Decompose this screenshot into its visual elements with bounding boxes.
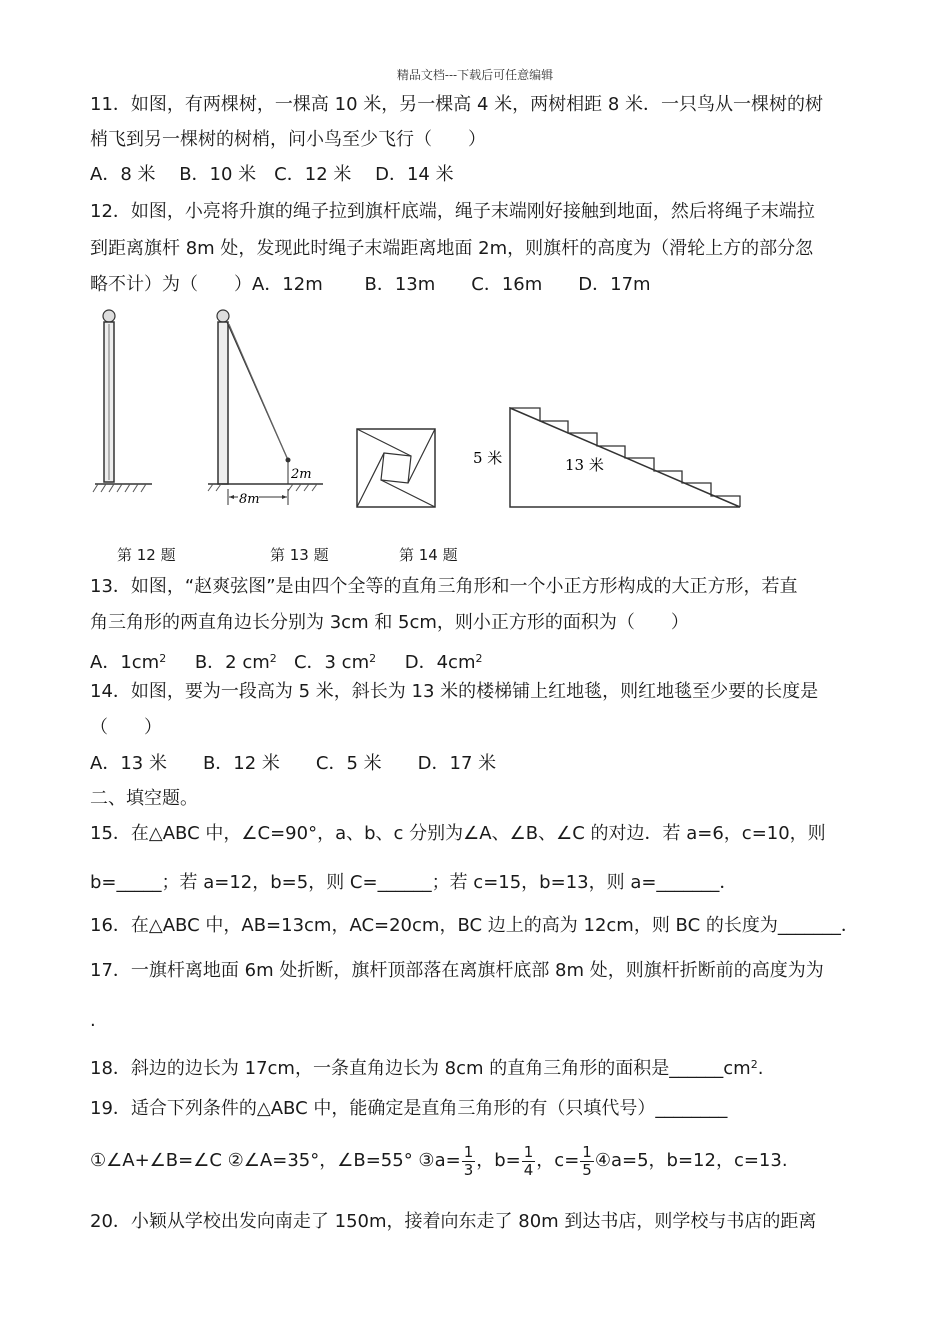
q13-option-b: B．2 cm	[194, 652, 270, 673]
fraction-one-third	[462, 1144, 476, 1179]
q16-line: 16．在△ABC 中，AB=13cm，AC=20cm，BC 边上的高为 12cm，则 BC 的长度为_______．	[90, 915, 859, 936]
q13-option-d: D．4cm	[404, 652, 476, 673]
figure-staircase	[470, 400, 750, 515]
q13-sup-c: 2	[369, 652, 377, 665]
q19-num3: 1	[582, 1142, 592, 1161]
q11-options: A．8 米 B．10 米 C．12 米 D．14 米	[90, 164, 454, 185]
q19-part1: ①∠A+∠B=∠C ②∠A=35°，∠B=55° ③a=	[90, 1150, 461, 1171]
q19-options	[90, 1141, 788, 1181]
page-header: 精品文档---下载后可任意编辑	[396, 68, 554, 82]
q11-line2: 梢飞到另一棵树的树梢，问小鸟至少飞行（ ）	[90, 129, 486, 150]
q13-sup-b: 2	[269, 652, 277, 665]
fraction-one-fifth	[580, 1144, 594, 1179]
fig13-2m-label: 2m	[291, 467, 312, 482]
q15-line2: b=_____；若 a=12，b=5，则 C=______；若 c=15，b=13，则 a=_______．	[90, 872, 738, 893]
q14-line2: （ ）	[90, 717, 162, 738]
q12-line3: 略不计）为（ ）A．12m B．13m C．16m D．17m	[90, 274, 651, 295]
figure-zhao-shuang-square	[355, 427, 439, 511]
q17-line1: 17．一旗杆离地面 6m 处折断，旗杆顶部落在离旗杆底部 8m 处，则旗杆折断前的高度为为	[90, 960, 824, 981]
q20-line: 20．小颖从学校出发向南走了 150m，接着向东走了 80m 到达书店，则学校与书店的距离	[90, 1211, 817, 1232]
q19-num1: 1	[463, 1142, 474, 1161]
q18-end: .	[757, 1058, 764, 1079]
fraction-one-fourth	[522, 1144, 536, 1179]
q19-part4: ④a=5，b=12，c=13.	[594, 1150, 788, 1171]
q19-den2: 4	[523, 1160, 534, 1179]
q13-sup-d: 2	[475, 652, 483, 665]
q19-num2: 1	[523, 1142, 534, 1161]
q13-options	[90, 647, 482, 675]
caption-q13: 第 13 题	[270, 546, 329, 564]
q19-part3: ，c=	[536, 1150, 580, 1171]
q13-option-a: A．1cm	[90, 652, 160, 673]
q13-line1: 13．如图，“赵爽弦图”是由四个全等的直角三角形和一个小正方形构成的大正方形，若直	[90, 576, 798, 597]
q15-line1: 15．在△ABC 中，∠C=90°，a、b、c 分别为∠A、∠B、∠C 的对边．若 a=6，c=10，则	[90, 823, 826, 844]
q14-line1: 14．如图，要为一段高为 5 米，斜长为 13 米的楼梯铺上红地毯，则红地毯至少要的长度是	[90, 681, 819, 702]
q13-sup-a: 2	[159, 652, 167, 665]
q18-line	[90, 1053, 763, 1081]
q12-line1: 12．如图，小亮将升旗的绳子拉到旗杆底端，绳子末端刚好接触到地面，然后将绳子末端拉	[90, 201, 815, 222]
q19-part2: ，b=	[476, 1150, 521, 1171]
q19-den3: 5	[582, 1160, 592, 1179]
q19-line: 19．适合下列条件的△ABC 中，能确定是直角三角形的有（只填代号）________	[90, 1098, 728, 1119]
fig13-8m-label: 8m	[239, 492, 260, 507]
q18-sup: 2	[750, 1058, 758, 1071]
q11-line1: 11．如图，有两棵树，一棵高 10 米，另一棵高 4 米，两树相距 8 米．一只鸟从一棵树的树	[90, 94, 824, 115]
caption-q12: 第 12 题	[117, 546, 176, 564]
q12-line2: 到距离旗杆 8m 处，发现此时绳子末端距离地面 2m，则旗杆的高度为（滑轮上方的部分忽	[90, 238, 814, 259]
q17-line2: .	[90, 1010, 96, 1031]
q13-line2: 角三角形的两直角边长分别为 3cm 和 5cm，则小正方形的面积为（ ）	[90, 612, 689, 633]
q14-options: A．13 米 B．12 米 C．5 米 D．17 米	[90, 753, 497, 774]
caption-q14: 第 14 题	[399, 546, 458, 564]
figure-12-flagpole	[90, 308, 160, 498]
q13-option-c: C．3 cm	[293, 652, 370, 673]
q18-text: 18．斜边的边长为 17cm，一条直角边长为 8cm 的直角三角形的面积是______cm	[90, 1058, 751, 1079]
figure-13-flagpole-rope	[205, 308, 330, 513]
fig14-13m-label: 13 米	[565, 456, 604, 474]
fig14-5m-label: 5 米	[473, 449, 503, 467]
section-fill-in-title: 二、填空题。	[90, 788, 198, 809]
q19-den1: 3	[463, 1160, 474, 1179]
